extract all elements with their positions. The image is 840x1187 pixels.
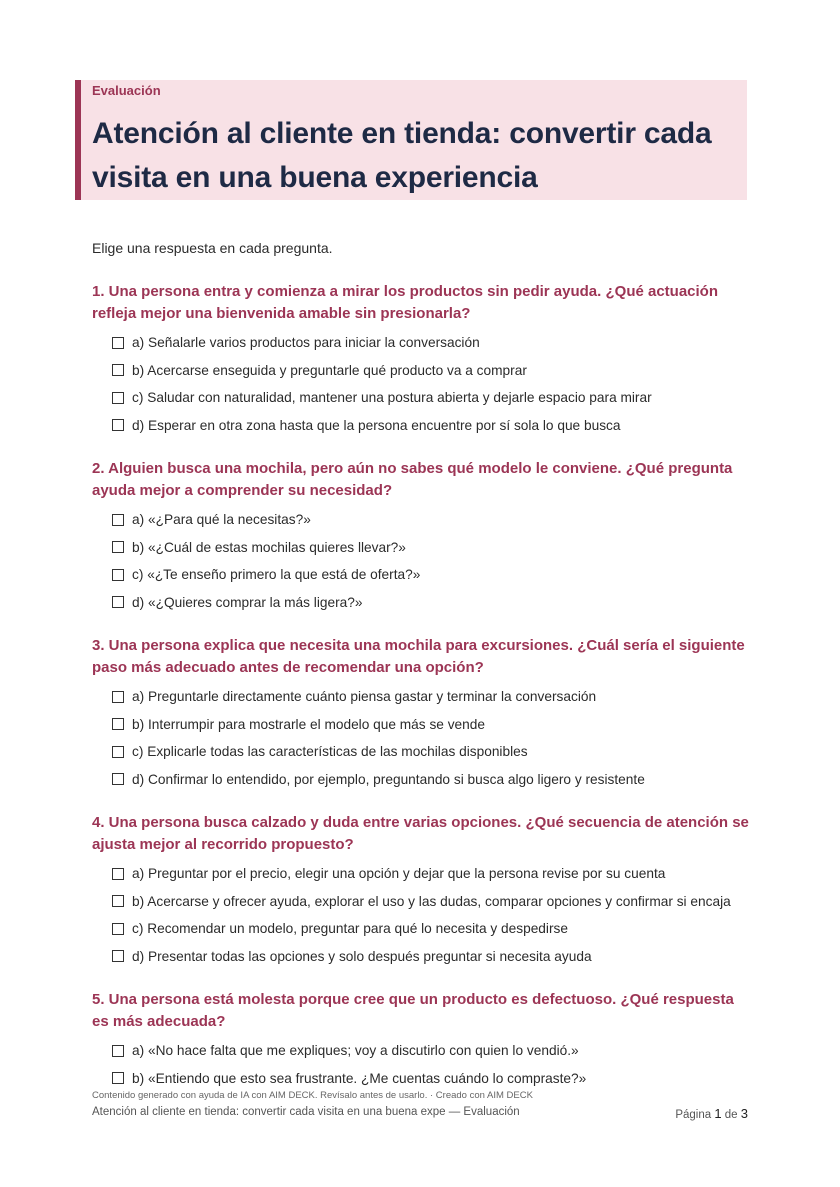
option-label: d) «¿Quieres comprar la más ligera?» bbox=[132, 594, 363, 610]
option-list bbox=[92, 683, 752, 793]
footer-document-title: Atención al cliente en tienda: convertir cada visita en una buena expe — Evaluación bbox=[92, 1106, 520, 1118]
option-list bbox=[92, 1037, 752, 1092]
option-item[interactable] bbox=[112, 357, 752, 385]
checkbox-icon[interactable] bbox=[112, 746, 124, 758]
option-label: c) Recomendar un modelo, preguntar para qué lo necesita y despedirse bbox=[132, 921, 568, 936]
page-total: 3 bbox=[740, 1106, 748, 1121]
option-label: d) Confirmar lo entendido, por ejemplo, preguntando si busca algo ligero y resistente bbox=[132, 771, 645, 787]
question-text: 3. Una persona explica que necesita una mochila para excursiones. ¿Cuál sería el siguiente paso más adecuado antes de recomendar una opción? bbox=[92, 637, 745, 676]
option-item[interactable] bbox=[112, 1037, 752, 1065]
option-item[interactable] bbox=[112, 1065, 752, 1093]
page-footer bbox=[92, 1106, 748, 1121]
question-4 bbox=[92, 812, 752, 970]
option-item[interactable] bbox=[112, 329, 752, 357]
option-item[interactable] bbox=[112, 534, 752, 562]
option-label: a) «No hace falta que me expliques; voy a discutirlo con quien lo vendió.» bbox=[132, 1043, 579, 1058]
checkbox-icon[interactable] bbox=[112, 1072, 124, 1084]
option-item[interactable] bbox=[112, 888, 752, 916]
question-5 bbox=[92, 989, 752, 1092]
option-label: b) Acercarse enseguida y preguntarle qué producto va a comprar bbox=[132, 362, 527, 378]
option-label: b) Acercarse y ofrecer ayuda, explorar el uso y las dudas, comparar opciones y confirmar si encaja bbox=[132, 893, 731, 909]
checkbox-icon[interactable] bbox=[112, 773, 124, 785]
option-label: a) Preguntar por el precio, elegir una opción y dejar que la persona revise por su cuenta bbox=[132, 866, 666, 881]
option-label: d) Esperar en otra zona hasta que la persona encuentre por sí sola lo que busca bbox=[132, 417, 621, 433]
ai-disclaimer: Contenido generado con ayuda de IA con AIM DECK. Revísalo antes de usarlo. · Creado con AIM DECK bbox=[92, 1090, 533, 1101]
option-list bbox=[92, 860, 752, 970]
option-item[interactable] bbox=[112, 683, 752, 711]
option-item[interactable] bbox=[112, 589, 752, 617]
option-item[interactable] bbox=[112, 412, 752, 440]
question-2 bbox=[92, 458, 752, 616]
checkbox-icon[interactable] bbox=[112, 923, 124, 935]
option-label: a) «¿Para qué la necesitas?» bbox=[132, 512, 311, 527]
page-current: 1 bbox=[714, 1106, 722, 1121]
option-item[interactable] bbox=[112, 561, 752, 589]
option-item[interactable] bbox=[112, 711, 752, 739]
option-label: c) Saludar con naturalidad, mantener una postura abierta y dejarle espacio para mirar bbox=[132, 390, 652, 405]
option-label: c) «¿Te enseño primero la que está de oferta?» bbox=[132, 567, 421, 582]
checkbox-icon[interactable] bbox=[112, 596, 124, 608]
question-1 bbox=[92, 281, 752, 439]
option-item[interactable] bbox=[112, 915, 752, 943]
option-label: a) Señalarle varios productos para iniciar la conversación bbox=[132, 335, 480, 350]
option-item[interactable] bbox=[112, 860, 752, 888]
option-item[interactable] bbox=[112, 943, 752, 971]
option-label: b) Interrumpir para mostrarle el modelo que más se vende bbox=[132, 716, 485, 732]
option-label: b) «Entiendo que esto sea frustrante. ¿Me cuentas cuándo lo compraste?» bbox=[132, 1070, 587, 1086]
option-label: b) «¿Cuál de estas mochilas quieres llevar?» bbox=[132, 539, 406, 555]
option-item[interactable] bbox=[112, 738, 752, 766]
checkbox-icon[interactable] bbox=[112, 950, 124, 962]
option-list bbox=[92, 329, 752, 439]
page-separator: de bbox=[724, 1109, 738, 1121]
question-text: 1. Una persona entra y comienza a mirar los productos sin pedir ayuda. ¿Qué actuación refleja mejor una bienvenida amable sin presionarla? bbox=[92, 283, 719, 322]
checkbox-icon[interactable] bbox=[112, 392, 124, 404]
question-3 bbox=[92, 635, 752, 793]
checkbox-icon[interactable] bbox=[112, 514, 124, 526]
checkbox-icon[interactable] bbox=[112, 868, 124, 880]
checkbox-icon[interactable] bbox=[112, 337, 124, 349]
checkbox-icon[interactable] bbox=[112, 895, 124, 907]
option-list bbox=[92, 506, 752, 616]
instructions-text: Elige una respuesta en cada pregunta. bbox=[92, 240, 333, 256]
checkbox-icon[interactable] bbox=[112, 718, 124, 730]
checkbox-icon[interactable] bbox=[112, 419, 124, 431]
option-item[interactable] bbox=[112, 766, 752, 794]
option-label: a) Preguntarle directamente cuánto piensa gastar y terminar la conversación bbox=[132, 689, 597, 704]
page-number bbox=[675, 1106, 748, 1121]
question-text: 4. Una persona busca calzado y duda entre varias opciones. ¿Qué secuencia de atención se ajusta mejor al recorrido propuesto? bbox=[92, 814, 749, 853]
checkbox-icon[interactable] bbox=[112, 364, 124, 376]
option-label: c) Explicarle todas las características de las mochilas disponibles bbox=[132, 744, 528, 759]
checkbox-icon[interactable] bbox=[112, 691, 124, 703]
option-label: d) Presentar todas las opciones y solo después preguntar si necesita ayuda bbox=[132, 948, 592, 964]
question-list bbox=[92, 281, 752, 1111]
header-banner bbox=[75, 80, 747, 200]
checkbox-icon[interactable] bbox=[112, 569, 124, 581]
checkbox-icon[interactable] bbox=[112, 541, 124, 553]
page-label: Página bbox=[675, 1109, 712, 1121]
page-title: Atención al cliente en tienda: convertir cada visita en una buena experiencia bbox=[92, 117, 712, 194]
section-eyebrow: Evaluación bbox=[92, 83, 161, 98]
checkbox-icon[interactable] bbox=[112, 1045, 124, 1057]
question-text: 2. Alguien busca una mochila, pero aún no sabes qué modelo le conviene. ¿Qué pregunta ayuda mejor a comprender su necesidad? bbox=[92, 460, 733, 499]
question-text: 5. Una persona está molesta porque cree que un producto es defectuoso. ¿Qué respuesta es más adecuada? bbox=[92, 991, 734, 1030]
option-item[interactable] bbox=[112, 384, 752, 412]
option-item[interactable] bbox=[112, 506, 752, 534]
